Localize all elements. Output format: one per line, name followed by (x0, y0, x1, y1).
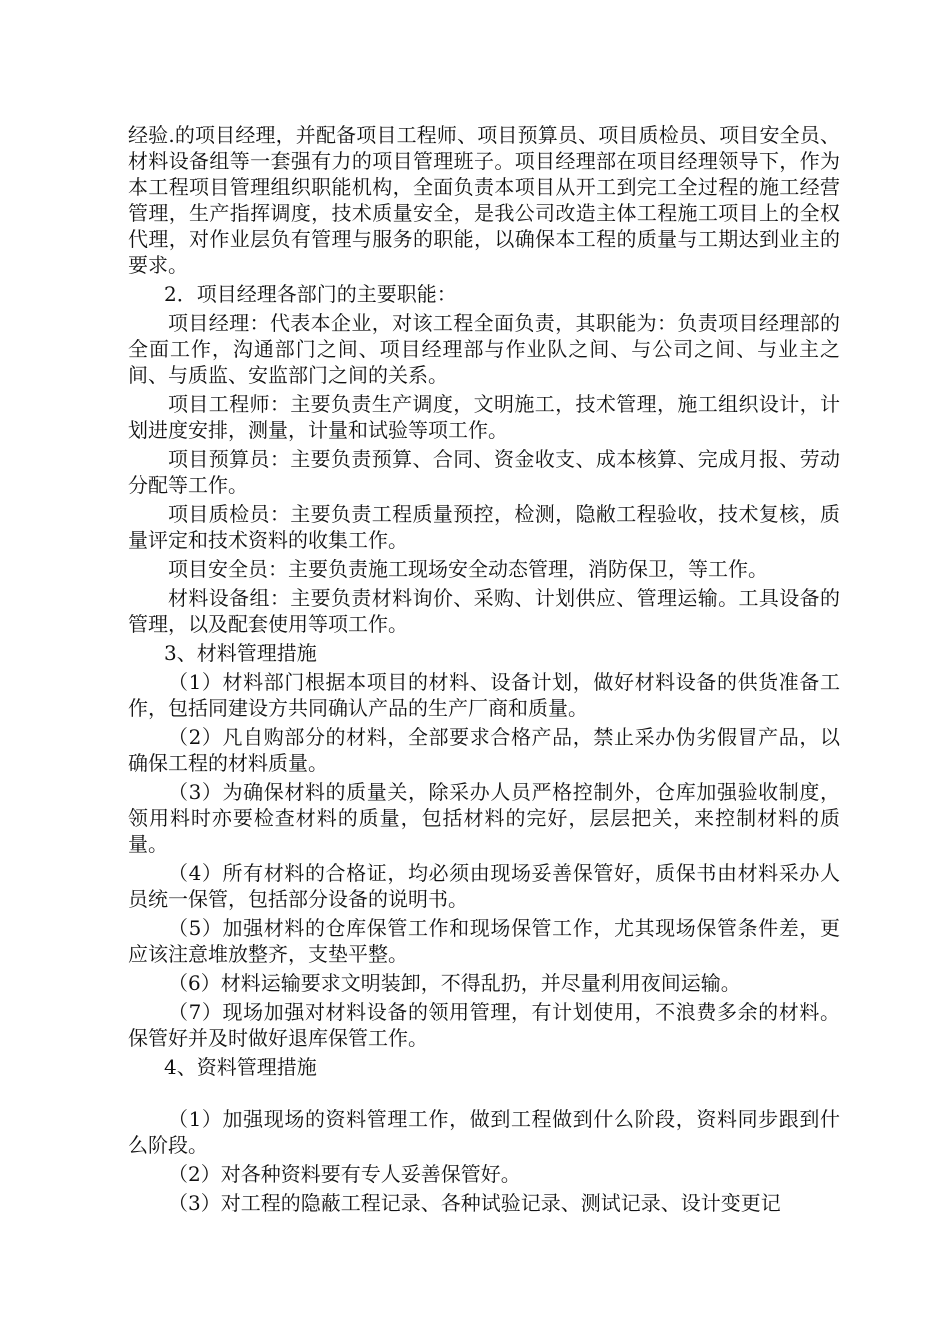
paragraph-project-manager-role: 项目经理：代表本企业，对该工程全面负责，其职能为：负责项目经理部的全面工作，沟通部门之间、项目经理部与作业队之间、与公司之间、与业主之间、与质监、安监部门之间的关系。 (128, 311, 840, 387)
list-item-material-4: （4）所有材料的合格证，均必须由现场妥善保管好，质保书由材料采办人员统一保管，包括部分设备的说明书。 (128, 861, 840, 911)
paragraph-project-engineer-role: 项目工程师：主要负责生产调度，文明施工，技术管理，施工组织设计，计划进度安排，测量，计量和试验等项工作。 (128, 392, 840, 442)
section-heading-material-management: 3、材料管理措施 (164, 641, 317, 665)
list-item-material-6: （6）材料运输要求文明装卸，不得乱扔，并尽量利用夜间运输。 (168, 971, 741, 995)
document-body (128, 122, 840, 1219)
paragraph-materials-group-role: 材料设备组：主要负责材料询价、采购、计划供应、管理运输。工具设备的管理，以及配套使用等项工作。 (128, 586, 840, 636)
list-item-material-5: （5）加强材料的仓库保管工作和现场保管工作，尤其现场保管条件差，更应该注意堆放整齐，支垫平整。 (128, 916, 840, 966)
section-heading-department-functions: 2．项目经理各部门的主要职能： (164, 282, 457, 306)
list-item-material-2: （2）凡自购部分的材料，全部要求合格产品，禁止采办伪劣假冒产品，以确保工程的材料质量。 (128, 725, 840, 775)
list-item-document-3: （3）对工程的隐蔽工程记录、各种试验记录、测试记录、设计变更记 (168, 1191, 781, 1215)
list-item-document-2: （2）对各种资料要有专人妥善保管好。 (168, 1162, 521, 1186)
list-item-material-1: （1）材料部门根据本项目的材料、设备计划，做好材料设备的供货准备工作，包括同建设方共同确认产品的生产厂商和质量。 (128, 670, 840, 720)
paragraph-safety-officer-role: 项目安全员：主要负责施工现场安全动态管理，消防保卫，等工作。 (168, 557, 768, 581)
section-heading-document-management: 4、资料管理措施 (164, 1055, 317, 1079)
paragraph-budget-officer-role: 项目预算员：主要负责预算、合同、资金收支、成本核算、完成月报、劳动分配等工作。 (128, 447, 840, 497)
paragraph-project-manager-team: 经验.的项目经理，并配备项目工程师、项目预算员、项目质检员、项目安全员、材料设备组等一套强有力的项目管理班子。项目经理部在项目经理领导下，作为本工程项目管理组织职能机构，全面负责本项目从开工到完工全过程的施工经营管理，生产指挥调度，技术质量安全，是我公司改造主体工程施工项目上的全权代理，对作业层负有管理与服务的职能，以确保本工程的质量与工期达到业主的要求。 (128, 123, 840, 277)
list-item-document-1: （1）加强现场的资料管理工作，做到工程做到什么阶段，资料同步跟到什么阶段。 (128, 1107, 840, 1157)
list-item-material-7: （7）现场加强对材料设备的领用管理，有计划使用，不浪费多余的材料。保管好并及时做好退库保管工作。 (128, 1000, 840, 1050)
paragraph-quality-inspector-role: 项目质检员：主要负责工程质量预控，检测，隐敝工程验收，技术复核，质量评定和技术资料的收集工作。 (128, 502, 840, 552)
list-item-material-3: （3）为确保材料的质量关，除采办人员严格控制外，仓库加强验收制度，领用料时亦要检查材料的质量，包括材料的完好，层层把关，来控制材料的质量。 (128, 780, 840, 856)
